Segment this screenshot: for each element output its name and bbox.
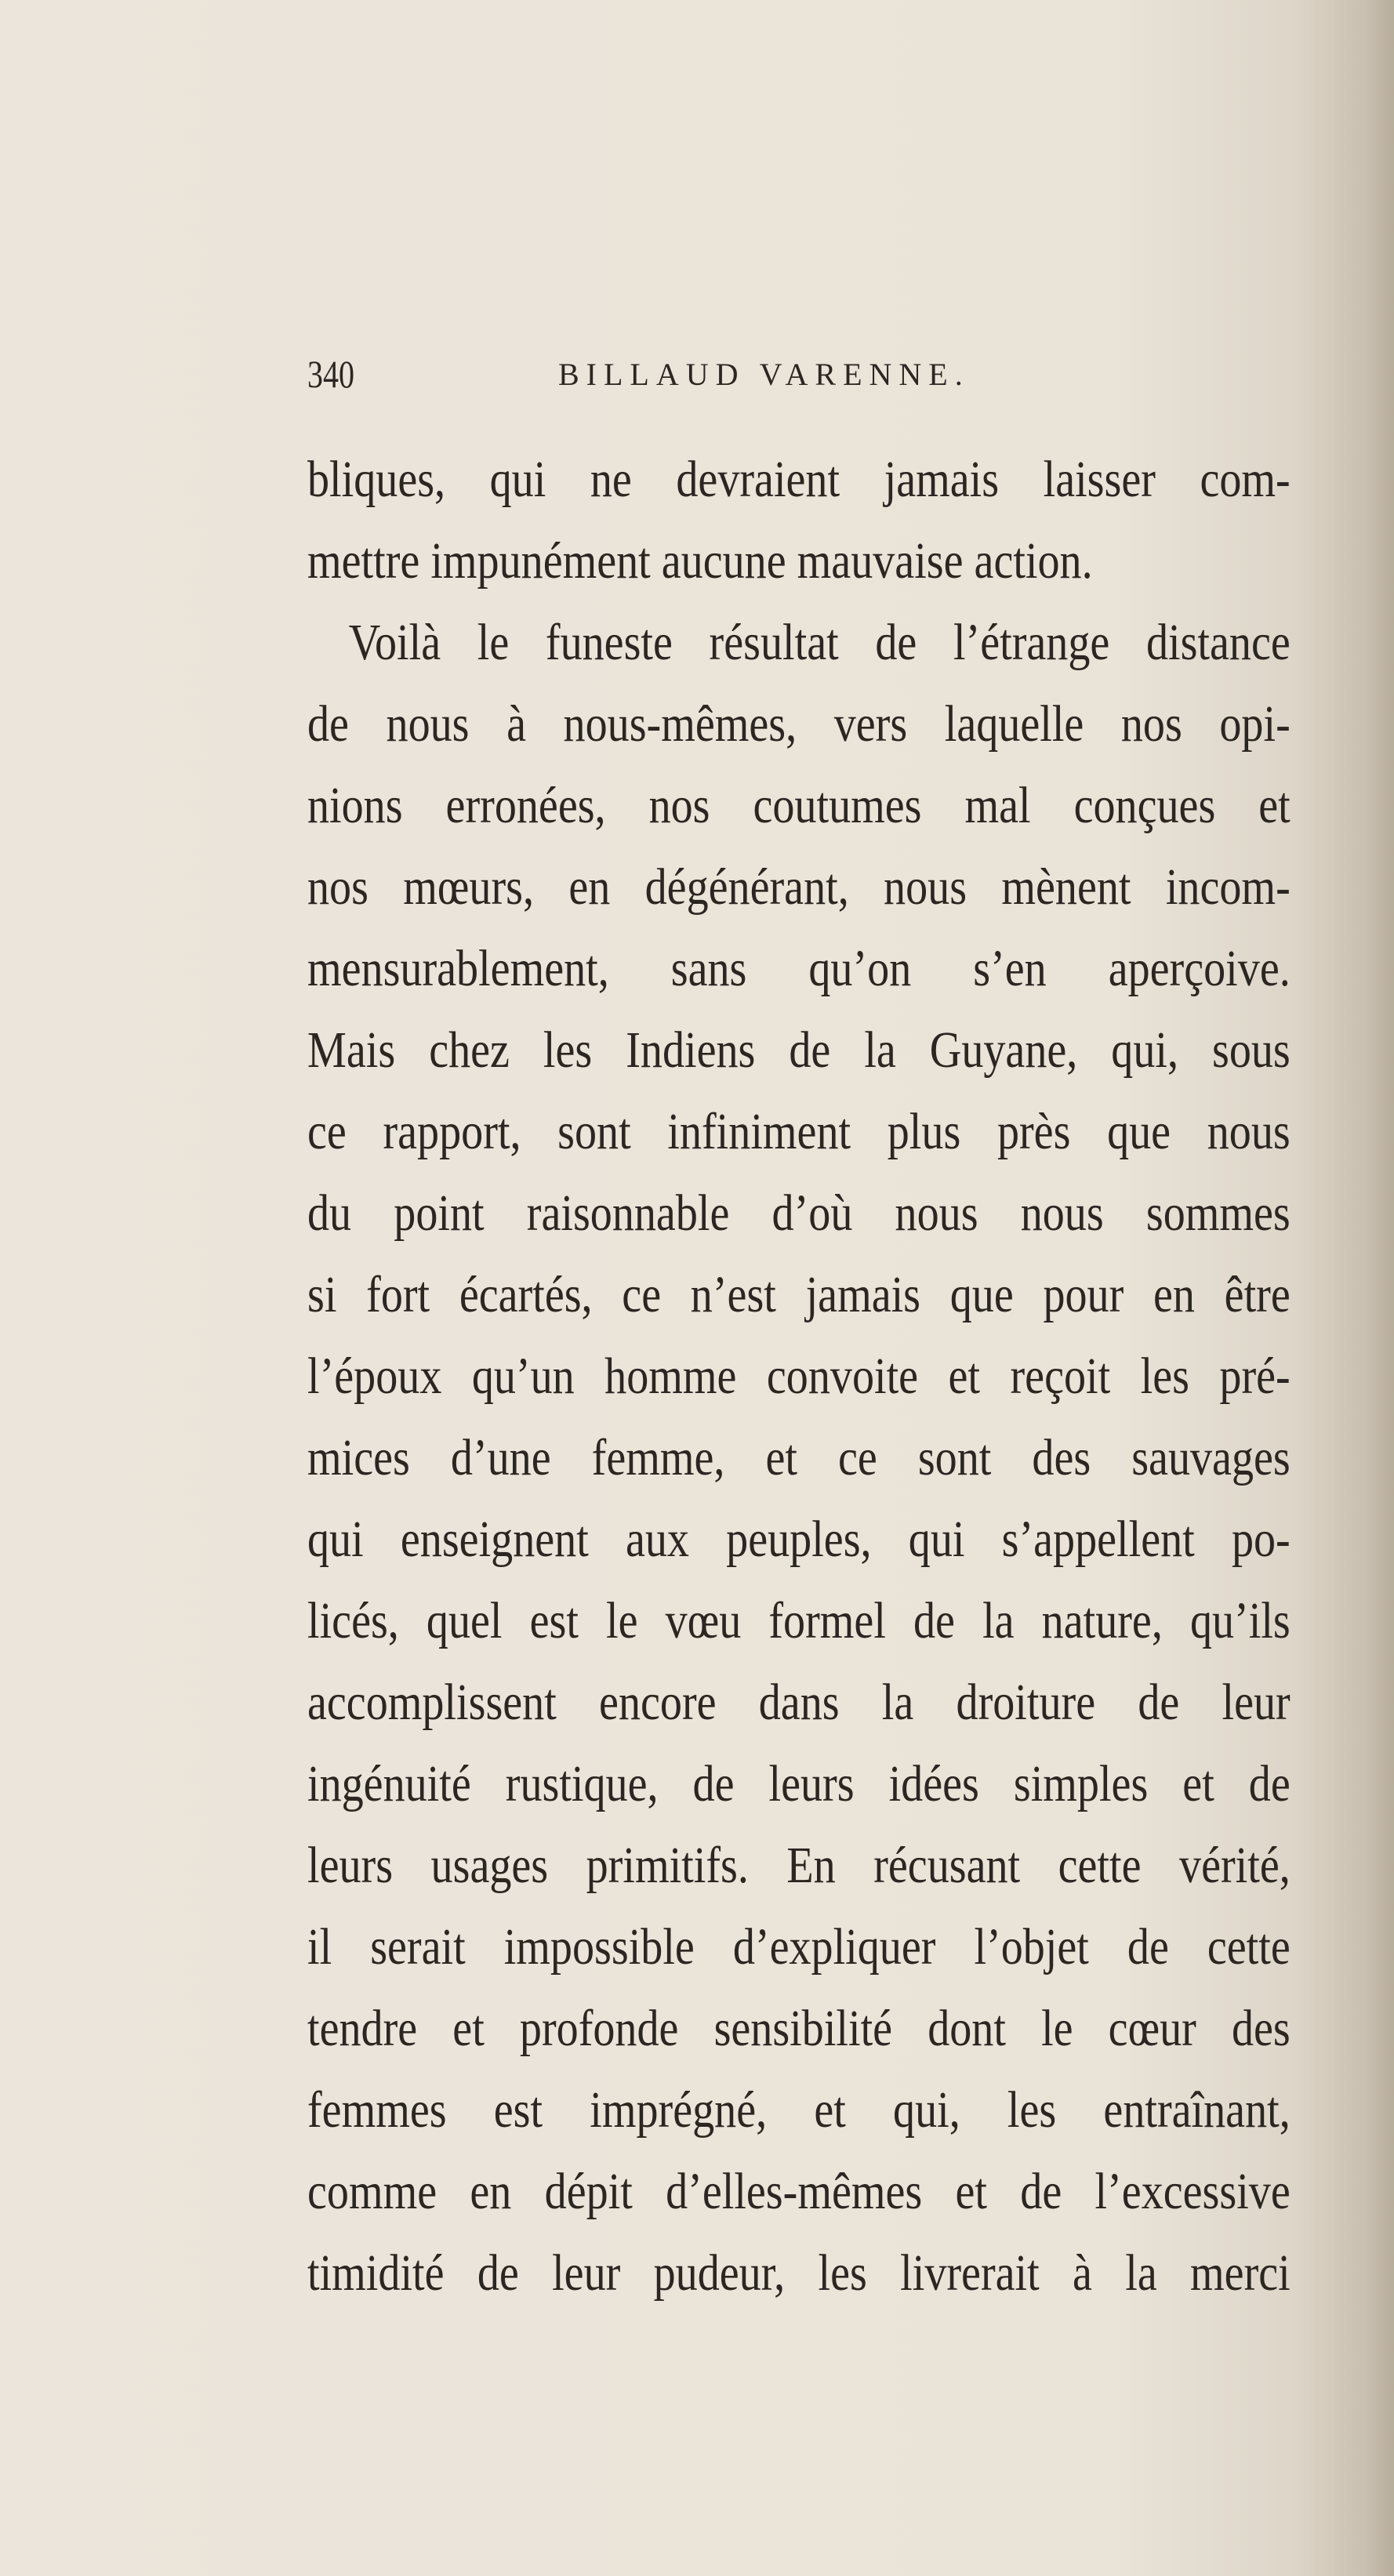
text-line: ce rapport, sont infiniment plus près que nous (307, 1103, 1291, 1160)
text-line: leurs usages primitifs. En récusant cette vérité, (307, 1837, 1291, 1894)
text-line: il serait impossible d’expliquer l’objet de cette (307, 1918, 1291, 1976)
running-head: BILLAUD VARENNE. (558, 357, 970, 392)
text-line: si fort écartés, ce n’est jamais que pour en être (307, 1266, 1291, 1323)
text-line: Mais chez les Indiens de la Guyane, qui, sous (307, 1021, 1291, 1079)
text-line: licés, quel est le vœu formel de la nature, qu’ils (307, 1592, 1291, 1649)
text-line: femmes est imprégné, et qui, les entraînant, (307, 2081, 1291, 2139)
text-line: de nous à nous-mêmes, vers laquelle nos opi- (307, 695, 1291, 753)
text-line: nos mœurs, en dégénérant, nous mènent incom- (307, 858, 1291, 916)
text-line: mettre impunément aucune mauvaise action. (307, 532, 1093, 590)
page-header (307, 351, 1291, 406)
text-line: comme en dépit d’elles-mêmes et de l’excessive (307, 2163, 1291, 2220)
text-line: tendre et profonde sensibilité dont le cœur des (307, 2000, 1291, 2057)
page-number: 340 (307, 352, 354, 396)
text-line: nions erronées, nos coutumes mal conçues et (307, 777, 1291, 834)
text-line: bliques, qui ne devraient jamais laisser com- (307, 451, 1291, 508)
text-line: l’époux qu’un homme convoite et reçoit les pré- (307, 1348, 1291, 1405)
text-line: ingénuité rustique, de leurs idées simples et de (307, 1755, 1291, 1812)
text-line: du point raisonnable d’où nous nous sommes (307, 1185, 1291, 1242)
text-line: timidité de leur pudeur, les livrerait à la merci (307, 2244, 1291, 2302)
text-line: mensurablement, sans qu’on s’en aperçoive. (307, 940, 1291, 997)
text-line: mices d’une femme, et ce sont des sauvages (307, 1429, 1291, 1486)
text-line: qui enseignent aux peuples, qui s’appellent po- (307, 1511, 1291, 1568)
body-text (307, 439, 1291, 2314)
text-line: Voilà le funeste résultat de l’étrange distance (348, 614, 1291, 671)
text-line: accomplissent encore dans la droiture de leur (307, 1674, 1291, 1731)
